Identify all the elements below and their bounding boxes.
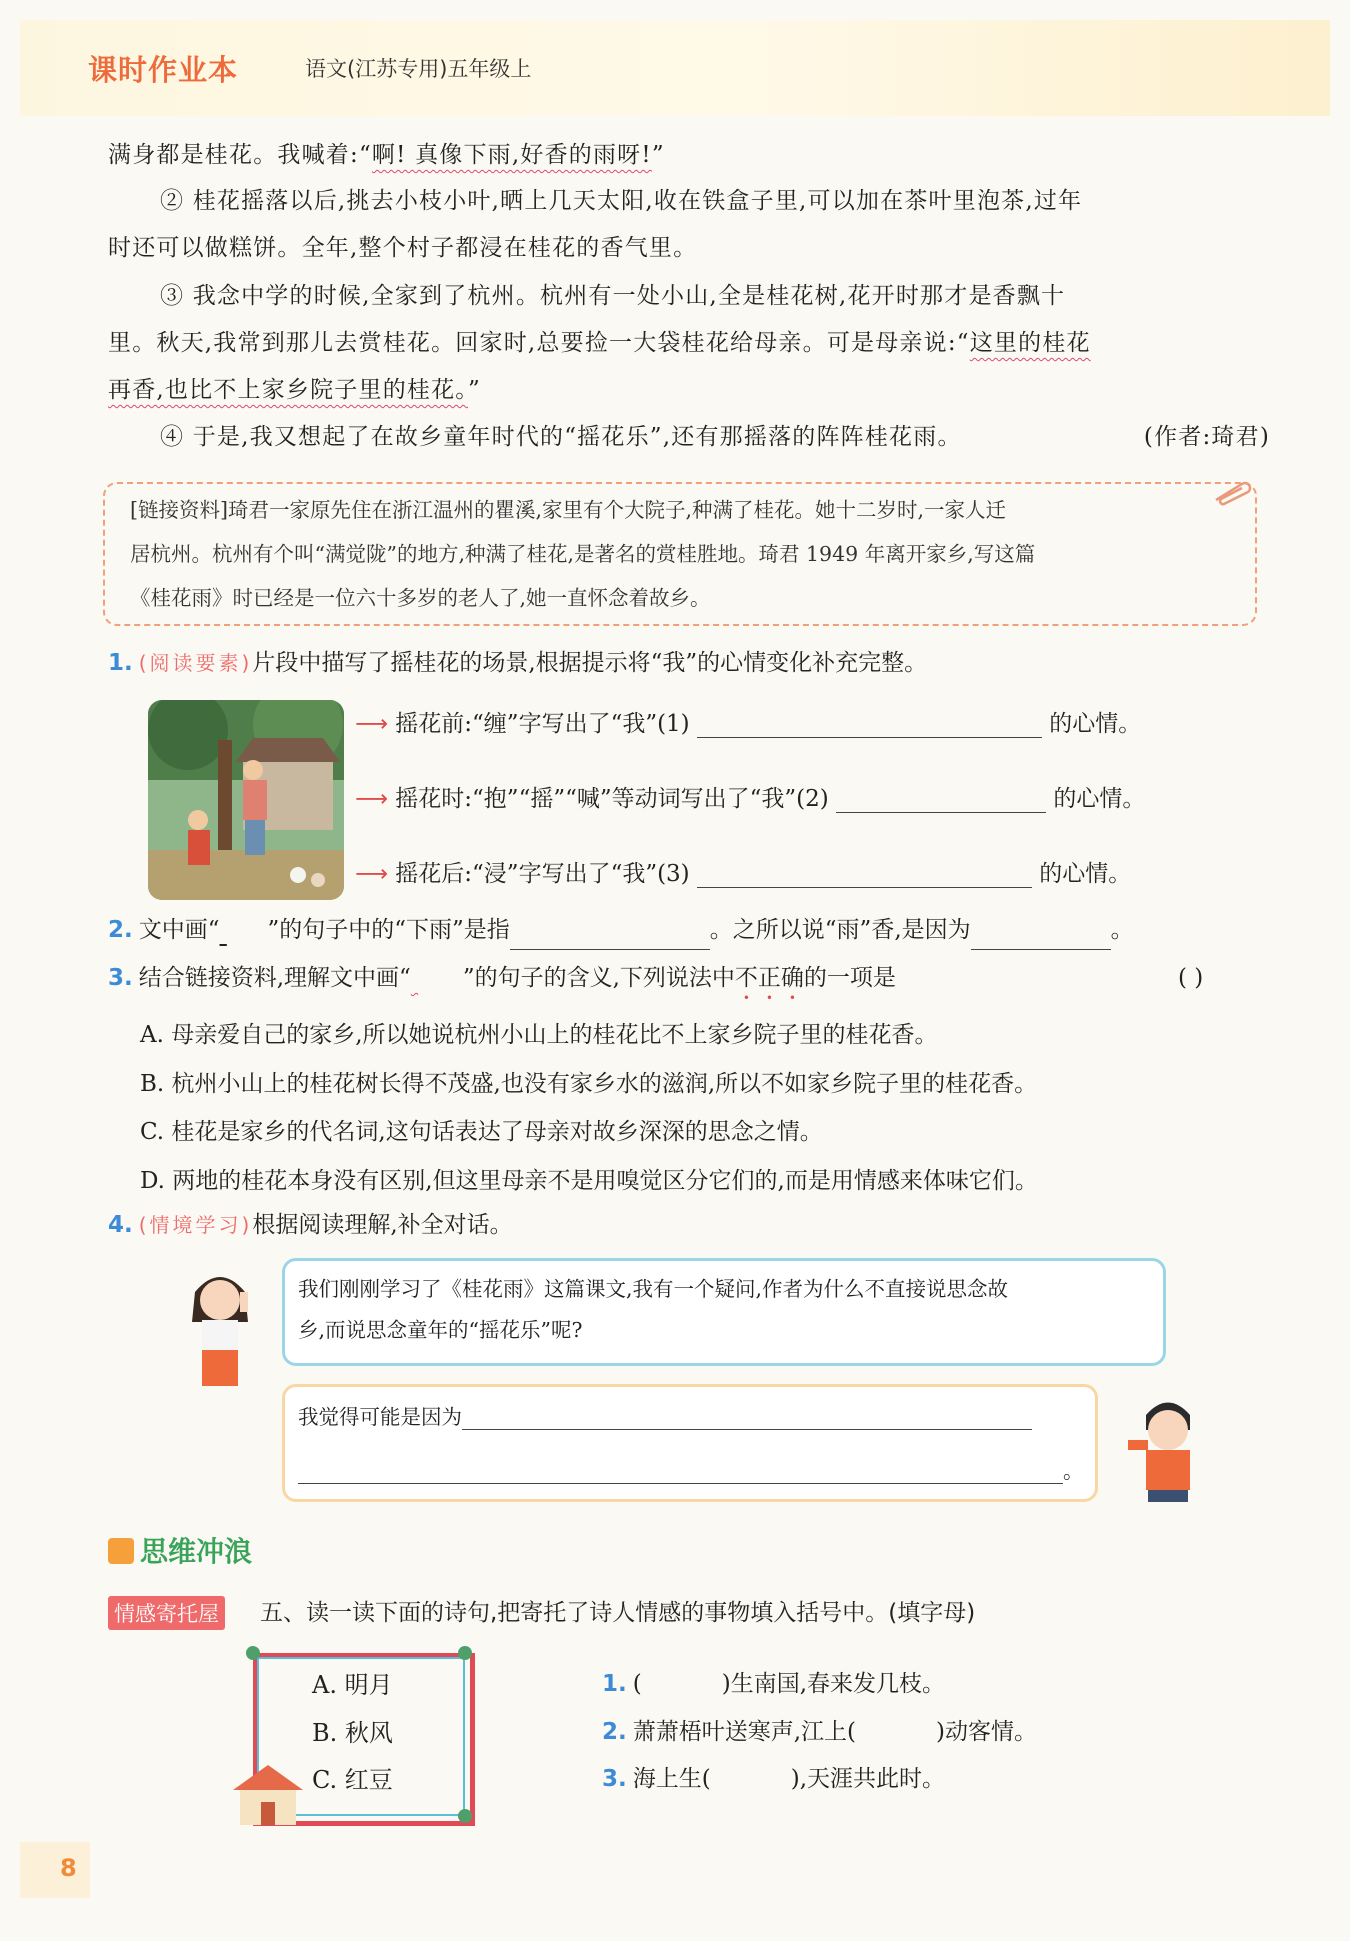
poem-text: ),天涯共此时。 — [790, 1766, 946, 1792]
poem-text: 萧萧梧叶送寒声,江上( — [632, 1719, 857, 1745]
answer-blank-3[interactable] — [697, 861, 1032, 888]
question-tag: (情境学习) — [138, 1213, 253, 1237]
corner-dot — [458, 1646, 472, 1660]
question-5-text: 五、读一读下面的诗句,把寄托了诗人情感的事物填入括号中。(填字母) — [260, 1600, 976, 1626]
answer-blank-2[interactable] — [836, 786, 1046, 813]
emotion-tag: 情感寄托屋 — [108, 1596, 225, 1630]
underline-sample — [220, 910, 268, 950]
emphasis-text: 不正确 — [734, 965, 804, 991]
q1-item-during — [355, 780, 1145, 813]
page-number: 8 — [60, 1854, 77, 1882]
passage-text: ” — [651, 142, 665, 168]
corner-dot — [246, 1646, 260, 1660]
page-number-box — [20, 1842, 90, 1898]
q1-item-end: 的心情。 — [1053, 786, 1146, 812]
wavy-sentence: 这里的桂花 — [969, 330, 1091, 356]
option-d: D. 两地的桂花本身没有区别,但这里母亲不是用嗅觉区分它们的,而是用情感来体味它们。 — [140, 1168, 1038, 1194]
passage-paragraph-3: ③ 我念中学的时候,全家到了杭州。杭州有一处小山,全是桂花树,花开时那才是香飘十 — [160, 283, 1066, 309]
arrow-icon: ⟶ — [355, 711, 388, 737]
question-text: ”的句子中的“下雨”是指 — [267, 917, 510, 943]
question-text: 。 — [1110, 917, 1134, 943]
link-line: 居杭州。杭州有个叫“满觉陇”的地方,种满了桂花,是著名的赏桂胜地。琦君 1949 年离开家乡,写这篇 — [130, 542, 1036, 566]
q1-item-after — [355, 855, 1131, 888]
arrow-icon: ⟶ — [355, 786, 388, 812]
option-b: B. 杭州小山上的桂花树长得不茂盛,也没有家乡水的滋润,所以不如家乡院子里的桂花香。 — [140, 1071, 1038, 1097]
bubble-text: 乡,而说思念童年的“摇花乐”呢? — [298, 1318, 583, 1342]
author-credit: (作者:琦君) — [1143, 424, 1270, 450]
house-icon — [228, 1760, 308, 1828]
arrow-icon: ⟶ — [355, 861, 388, 887]
passage-text: 满身都是桂花。我喊着:“ — [108, 142, 372, 168]
bubble-prompt: 我觉得可能是因为 — [298, 1405, 462, 1429]
question-text: 片段中描写了摇桂花的场景,根据提示将“我”的心情变化补充完整。 — [252, 650, 928, 676]
passage-line — [108, 320, 1268, 367]
passage-paragraph-2: ② 桂花摇落以后,挑去小枝小叶,晒上几天太阳,收在铁盒子里,可以加在茶叶里泡茶,过年 — [160, 188, 1083, 214]
bubble-end: 。 — [1063, 1459, 1084, 1483]
section-title — [108, 1530, 252, 1570]
passage-line — [108, 367, 1268, 414]
question-tag: (阅读要素) — [138, 651, 253, 675]
question-number: 1. — [108, 650, 133, 676]
boy-avatar — [1118, 1385, 1218, 1505]
q1-item-end: 的心情。 — [1049, 711, 1142, 737]
section-title-text: 思维冲浪 — [140, 1535, 253, 1568]
q1-item-text: 摇花时:“抱”“摇”“喊”等动词写出了“我”(2) — [395, 786, 829, 812]
choice-c: C. 红豆 — [312, 1766, 393, 1794]
question-number: 2. — [108, 917, 133, 943]
question-number: 3. — [602, 1766, 627, 1792]
wavy-sentence: 再香,也比不上家乡院子里的桂花。 — [108, 377, 469, 403]
poem-text: 海上生( — [632, 1766, 711, 1792]
question-2 — [108, 910, 1134, 950]
link-line: [链接资料]琦君一家原先住在浙江温州的瞿溪,家里有个大院子,种满了桂花。她十二岁时,一家人迁 — [130, 498, 1007, 522]
passage-line — [108, 132, 1268, 179]
poem-line-3 — [602, 1760, 945, 1793]
bubble-text — [298, 1400, 1032, 1430]
question-4 — [108, 1205, 513, 1245]
question-text: 文中画“ — [138, 917, 220, 943]
question-text: 结合链接资料,理解文中画“ — [138, 965, 411, 991]
question-number: 2. — [602, 1719, 627, 1745]
passage-paragraph-4 — [160, 414, 1270, 461]
question-number: 4. — [108, 1212, 133, 1238]
question-text: ”的句子的含义,下列说法中 — [462, 965, 735, 991]
question-text: 的一项是 — [803, 965, 896, 991]
passage-text: ” — [468, 377, 481, 403]
link-line: 《桂花雨》时已经是一位六十多岁的老人了,她一直怀念着故乡。 — [130, 586, 711, 610]
answer-blank-q2b[interactable] — [971, 923, 1111, 950]
corner-dot — [458, 1809, 472, 1823]
answer-blank-q4a[interactable] — [462, 1403, 1032, 1430]
question-number: 1. — [602, 1671, 627, 1697]
poem-text: ( — [632, 1671, 642, 1697]
poem-line-1 — [602, 1665, 945, 1698]
q1-item-before — [355, 705, 1141, 738]
question-text: 。之所以说“雨”香,是因为 — [709, 917, 971, 943]
question-text: 根据阅读理解,补全对话。 — [252, 1212, 513, 1238]
passage-text: 里。秋天,我常到那儿去赏桂花。回家时,总要捡一大袋桂花给母亲。可是母亲说:“ — [108, 330, 970, 356]
wavy-sentence: 啊! 真像下雨,好香的雨呀! — [371, 142, 652, 168]
choice-a: A. 明月 — [312, 1671, 393, 1699]
girl-avatar — [180, 1262, 260, 1390]
book-subject: 语文(江苏专用)五年级上 — [305, 57, 532, 81]
bubble-text: 我们刚刚学习了《桂花雨》这篇课文,我有一个疑问,作者为什么不直接说思念故 — [298, 1277, 1009, 1301]
poem-text: )动客情。 — [936, 1719, 1038, 1745]
passage-text: ④ 于是,我又想起了在故乡童年时代的“摇花乐”,还有那摇落的阵阵桂花雨。 — [160, 424, 962, 450]
answer-blank-q2a[interactable] — [510, 923, 710, 950]
question-number: 3. — [108, 965, 133, 991]
bubble-text — [298, 1454, 1084, 1484]
poem-text: )生南国,春来发几枝。 — [721, 1671, 946, 1697]
answer-blank-1[interactable] — [697, 711, 1042, 738]
option-c: C. 桂花是家乡的代名词,这句话表达了母亲对故乡深深的思念之情。 — [140, 1119, 823, 1145]
osmanthus-shaking-illustration — [148, 700, 344, 900]
poem-line-2 — [602, 1713, 1037, 1746]
wavy-sample — [411, 958, 463, 998]
choice-b: B. 秋风 — [312, 1719, 393, 1747]
question-3 — [108, 958, 1258, 1005]
q1-item-text: 摇花前:“缠”字写出了“我”(1) — [395, 711, 690, 737]
q1-item-text: 摇花后:“浸”字写出了“我”(3) — [395, 861, 690, 887]
answer-blank-q4b[interactable] — [298, 1457, 1063, 1484]
q1-item-end: 的心情。 — [1039, 861, 1132, 887]
wave-icon — [108, 1538, 134, 1564]
book-brand: 课时作业本 — [88, 53, 239, 87]
question-1 — [108, 643, 927, 683]
answer-parentheses[interactable]: ( ) — [1178, 965, 1204, 991]
passage-line: 时还可以做糕饼。全年,整个村子都浸在桂花的香气里。 — [108, 235, 698, 261]
option-a: A. 母亲爱自己的家乡,所以她说杭州小山上的桂花比不上家乡院子里的桂花香。 — [140, 1022, 938, 1048]
